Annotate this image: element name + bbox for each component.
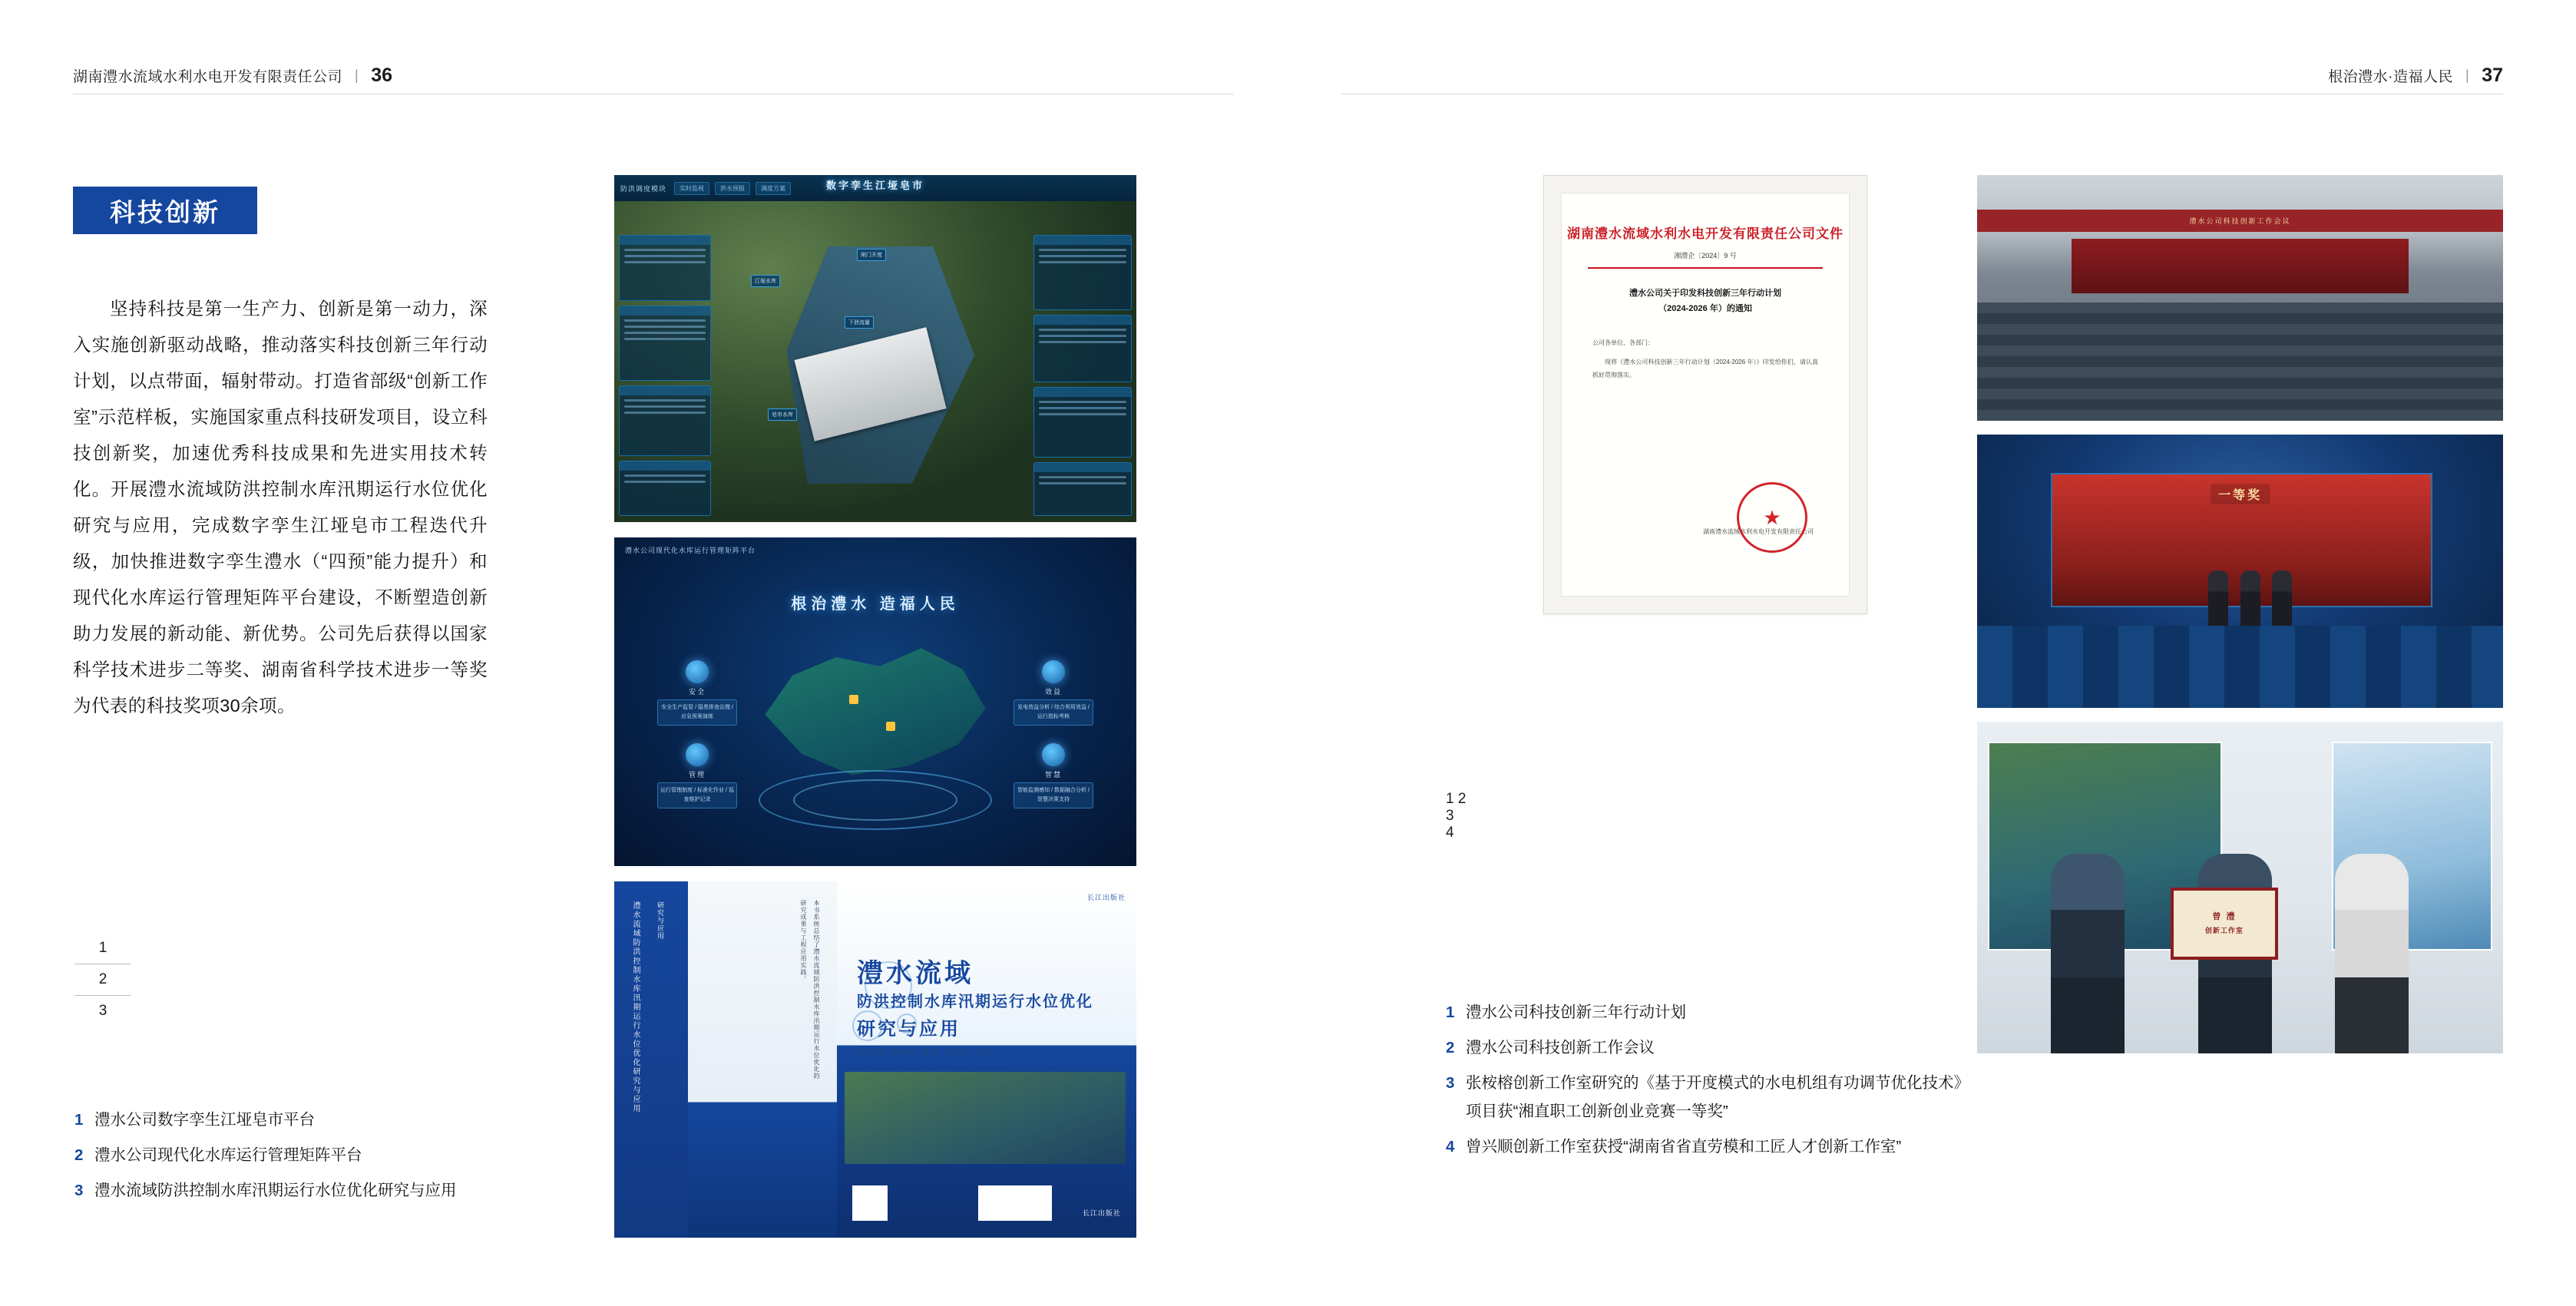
caption-text: 张桉榕创新工作室研究的《基于开度模式的水电机组有功调节优化技术》项目获“湘直职工创新创业竞赛一等奖”: [1466, 1074, 1962, 1120]
document-sheet: [1561, 193, 1850, 597]
figure-node-smart: [1014, 743, 1093, 808]
barcode-icon: [978, 1185, 1052, 1221]
book-spine-subtitle: 研究与应用: [656, 901, 664, 940]
province-map-shape: [760, 636, 990, 787]
figure-matrix-header: 澧水公司现代化水库运行管理矩阵平台: [625, 547, 756, 554]
plaque-line-2: 创新工作室: [2204, 927, 2244, 934]
document-body: [1592, 336, 1818, 382]
book-spine: [614, 881, 688, 1238]
map-tag: 皂市水库: [768, 408, 797, 421]
plaque-line-1: 曾 澧: [2212, 912, 2237, 921]
map-tag: 下泄流量: [845, 316, 874, 329]
figure-toolbar: [614, 175, 1136, 202]
document-signature: 湖南澧水流域水利水电开发有限责任公司: [1703, 528, 1814, 535]
caption-index: 4: [1446, 1138, 1455, 1156]
panel-header: [1034, 463, 1131, 472]
book-subtitle-1: 防洪控制水库汛期运行水位优化: [857, 994, 1093, 1010]
figure-aerial-photo: [614, 201, 1136, 522]
shield-icon: [686, 660, 709, 683]
book-back-text: 本书系统总结了澧水流域防洪控制水库汛期运行水位优化的研究成果与工程应用实践。: [800, 900, 820, 1080]
figure-node-safety: [657, 660, 737, 726]
document-subject-line-1: 澧水公司关于印发科技创新三年行动计划: [1629, 289, 1781, 298]
running-head-text: 根治澧水·造福人民: [2328, 69, 2453, 85]
conference-banner: 澧水公司科技创新工作会议: [1977, 210, 2503, 232]
caption-text: 澧水公司科技创新工作会议: [1466, 1039, 1655, 1056]
figure-tab: 实时监视: [674, 182, 709, 195]
book-cover-photo: [845, 1072, 1126, 1164]
document-recipient: 公司各单位、各部门：: [1592, 339, 1654, 346]
running-head-left: [73, 64, 392, 87]
figure-title: 数字孪生江垭皂市: [825, 180, 925, 191]
ladder-number-2: 2: [1457, 791, 1467, 807]
document-red-rule: [1588, 267, 1823, 269]
caption-item: [1446, 1132, 1968, 1161]
document-subject: [1592, 286, 1818, 316]
caption-text: 澧水流域防洪控制水库汛期运行水位优化研究与应用: [94, 1182, 457, 1199]
book-subtitle-2: 研究与应用: [857, 1019, 961, 1040]
panel-header: [1034, 388, 1131, 397]
node-items: 安全生产监管 / 隐患排查治理 / 应急预案演练: [657, 699, 737, 726]
ladder-number-4: 4: [1446, 825, 1454, 841]
figure-digital-twin-platform: [614, 175, 1136, 522]
book-bottom-publisher: 长江出版社: [1082, 1209, 1121, 1217]
map-pin: [849, 695, 858, 704]
figure-tab: 调度方案: [756, 182, 791, 195]
figure-innovation-studio-photo: [1977, 722, 2503, 1053]
clipboard-icon: [686, 743, 709, 766]
document-body-text: 现将《澧水公司科技创新三年行动计划（2024-2026 年）》印发给你们，请认真抓好贯彻落实。: [1592, 359, 1818, 379]
conference-stage: [2072, 239, 2408, 293]
panel-header: [620, 386, 710, 395]
caption-text: 澧水公司数字孪生江垭皂市平台: [94, 1111, 315, 1129]
figure-left-panel-2: [619, 306, 711, 381]
body-paragraph: 坚持科技是第一生产力、创新是第一动力，深入实施创新驱动战略，推动落实科技创新三年行动计划，以点带面，辐射带动。打造省部级“创新工作室”示范样板，实施国家重点科技研发项目，设立科技创新奖，加速优秀科技成果和先进实用技术转化。开展澧水流域防洪控制水库汛期运行水位优化研究与应用，完成数字孪生江垭皂市工程迭代升级，加快推进数字孪生澧水（“四预”能力提升）和现代化水库运行管理矩阵平台建设，不断塑造创新助力发展的新动能、新优势。公司先后获得以国家科学技术进步二等奖、湖南省科学技术进步一等奖为代表的科技奖项30余项。: [73, 298, 488, 716]
running-head-text: 湖南澧水流域水利水电开发有限责任公司: [73, 69, 343, 85]
node-items: 运行管理制度 / 标准化作业 / 巡查维护记录: [657, 782, 737, 808]
figure-tab: 洪水预报: [715, 182, 750, 195]
stage-podium: [1977, 626, 2503, 708]
panel-header: [1034, 236, 1131, 245]
conference-seating: [1977, 303, 2503, 421]
node-title: 智慧: [1044, 771, 1062, 779]
ladder-number-1: 1: [1446, 791, 1454, 807]
chart-icon: [1042, 660, 1065, 683]
caption-index: 2: [1446, 1039, 1455, 1056]
caption-index: 3: [1446, 1074, 1455, 1092]
figure-book-cover: [614, 881, 1136, 1238]
caption-item: [1446, 998, 1968, 1027]
caption-text: 曾兴顺创新工作室获授“湖南省省直劳模和工匠人才创新工作室”: [1466, 1138, 1902, 1156]
figure-matrix-headline: 根治澧水 造福人民: [791, 596, 960, 613]
seal-star-icon: ★: [1763, 505, 1781, 529]
ladder-number-2: 2: [98, 971, 107, 987]
caption-item: [74, 1141, 504, 1169]
page-number-left: 36: [371, 64, 393, 86]
cpu-icon: [1042, 743, 1065, 766]
figure-right-panel-1: [1033, 235, 1132, 310]
map-tag: 江垭水库: [751, 275, 780, 287]
caption-list-right: [1446, 998, 1968, 1168]
running-head-right: [2328, 64, 2503, 87]
figure-right-panel-4: [1033, 462, 1132, 516]
document-number: 湘澧企〔2024〕9 号: [1674, 252, 1737, 260]
figure-left-panel-4: [619, 461, 711, 516]
decor-ring-inner: [793, 779, 957, 821]
group-person: [2051, 854, 2125, 1053]
document-subject-line-2: （2024-2026 年）的通知: [1658, 304, 1752, 313]
figure-conference-photo: [1977, 175, 2503, 421]
qr-code-icon: [852, 1185, 888, 1221]
book-publisher-mark: 长江出版社: [1086, 894, 1126, 901]
panel-header: [620, 461, 710, 471]
book-front-cover: [837, 881, 1136, 1238]
caption-index: 1: [1446, 1003, 1455, 1021]
section-title: 科技创新: [73, 187, 257, 234]
award-label: 一等奖: [2211, 484, 2270, 504]
node-items: 发电效益分析 / 综合利用效益 / 运行指标考核: [1014, 699, 1093, 726]
ladder-number-3: 3: [1446, 808, 1454, 824]
caption-list-left: [74, 1106, 504, 1212]
caption-ladder-right: [1446, 791, 1466, 841]
page-number-right: 37: [2482, 64, 2503, 86]
figure-right-panel-3: [1033, 387, 1132, 458]
studio-plaque: [2171, 888, 2278, 960]
ladder-row-top: [1446, 791, 1466, 808]
panel-header: [620, 306, 710, 316]
figure-award-stage-photo: [1977, 435, 2503, 708]
book-authors: 洪兴骏 邱林明 董军 刘世军 等著: [858, 1049, 994, 1057]
figure-toolbar-tabs: [674, 182, 791, 195]
node-items: 智能监测感知 / 数据融合分析 / 智慧决策支持: [1014, 782, 1093, 808]
node-title: 安全: [688, 688, 706, 696]
caption-ladder-left: [74, 933, 131, 1027]
document-header: 湖南澧水流域水利水电开发有限责任公司文件: [1567, 226, 1844, 241]
map-pin: [886, 722, 895, 731]
figure-left-panel-1: [619, 235, 711, 301]
node-title: 效益: [1044, 688, 1062, 696]
ladder-number-3: 3: [98, 1003, 107, 1019]
figure-node-management: [657, 743, 737, 808]
caption-index: 2: [74, 1146, 84, 1164]
caption-item: [1446, 1033, 1968, 1062]
right-page: [1288, 0, 2576, 1306]
panel-header: [1034, 316, 1131, 325]
figure-left-panel-3: [619, 385, 711, 456]
caption-item: [1446, 1069, 1968, 1126]
caption-index: 3: [74, 1182, 84, 1199]
caption-index: 1: [74, 1111, 84, 1129]
map-tag: 闸门开度: [857, 249, 886, 261]
ladder-number-1: 1: [98, 940, 107, 956]
figure-official-document: [1543, 175, 1867, 614]
caption-text: 澧水公司现代化水库运行管理矩阵平台: [94, 1146, 362, 1164]
caption-text: 澧水公司科技创新三年行动计划: [1466, 1003, 1686, 1021]
caption-item: [74, 1106, 504, 1134]
figure-matrix-platform: [614, 537, 1136, 866]
running-head-separator: |: [2465, 68, 2470, 83]
panel-header: [620, 236, 710, 245]
book-spine-title: 澧水流域防洪控制水库汛期运行水位优化研究与应用: [631, 901, 640, 1113]
figure-node-benefit: [1014, 660, 1093, 726]
official-seal-icon: [1737, 482, 1807, 553]
figure-right-panel-2: [1033, 315, 1132, 382]
node-title: 管理: [688, 771, 706, 779]
caption-item: [74, 1176, 504, 1205]
book-title: 澧水流域: [857, 959, 974, 988]
running-head-separator: |: [355, 68, 359, 83]
group-person: [2335, 854, 2409, 1053]
figure-toolbar-brand: 防洪调度模块: [620, 184, 667, 193]
